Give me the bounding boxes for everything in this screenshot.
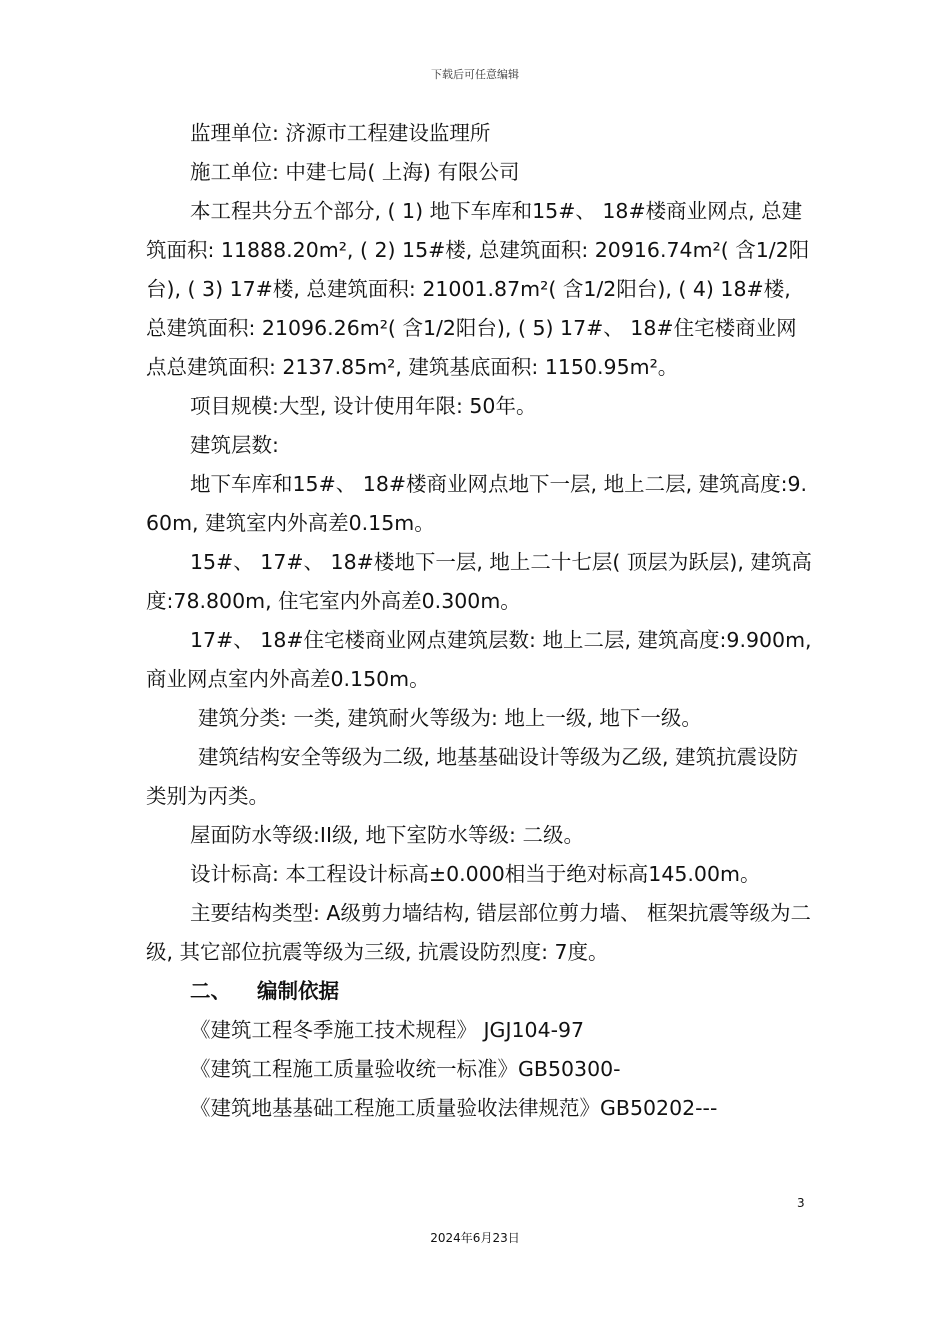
paragraph-elevation: 设计标高: 本工程设计标高±0.000相当于绝对标高145.00m。 — [190, 862, 761, 886]
page-header: 下载后可任意编辑 — [431, 68, 519, 81]
reference-item: 《建筑地基基础工程施工质量验收法律规范》GB50202--- — [190, 1096, 718, 1120]
paragraph-garage-floors: 地下车库和15#、 18#楼商业网点地下一层, 地上二层, 建筑高度:9.60m, 建筑室内外高差0.15m。 — [146, 472, 808, 535]
page-number: 3 — [797, 1196, 805, 1210]
paragraph-floors-title: 建筑层数: — [190, 433, 279, 457]
reference-item: 《建筑工程冬季施工技术规程》 JGJ104-97 — [190, 1018, 585, 1042]
section-heading — [146, 972, 812, 1011]
section-number: 二、 — [190, 979, 231, 1003]
section-title: 编制依据 — [257, 979, 339, 1003]
paragraph-contractor: 施工单位: 中建七局( 上海) 有限公司 — [190, 160, 520, 184]
paragraph-structure-type: 主要结构类型: A级剪力墙结构, 错层部位剪力墙、 框架抗震等级为二级, 其它部位抗震等级为三级, 抗震设防烈度: 7度。 — [146, 901, 811, 964]
paragraph-commercial-floors: 17#、 18#住宅楼商业网点建筑层数: 地上二层, 建筑高度:9.900m, 商业网点室内外高差0.150m。 — [146, 628, 812, 691]
document-body — [146, 114, 812, 1128]
paragraph-structure-safety: 建筑结构安全等级为二级, 地基基础设计等级为乙级, 建筑抗震设防类别为丙类。 — [146, 745, 799, 808]
page-footer-date: 2024年6月23日 — [430, 1231, 520, 1245]
paragraph-waterproof: 屋面防水等级:II级, 地下室防水等级: 二级。 — [190, 823, 584, 847]
paragraph-project-parts: 本工程共分五个部分, ( 1) 地下车库和15#、 18#楼商业网点, 总建筑面积: 11888.20m², ( 2) 15#楼, 总建筑面积: 20916.74m²( 含1/2阳台), ( 3) 17#楼, 总建筑面积: 21001.87m²( 含1/2阳台), ( 4) 18#楼, 总建筑面积: 21096.26m²( 含1/2阳台), ( 5) 17#、 18#住宅楼商业网点总建筑面积: 2137.85m², 建筑基底面积: 1150.95m²。 — [146, 199, 810, 379]
paragraph-classification: 建筑分类: 一类, 建筑耐火等级为: 地上一级, 地下一级。 — [198, 706, 702, 730]
paragraph-supervisor: 监理单位: 济源市工程建设监理所 — [190, 121, 491, 145]
paragraph-scale: 项目规模:大型, 设计使用年限: 50年。 — [190, 394, 537, 418]
paragraph-tower-floors: 15#、 17#、 18#楼地下一层, 地上二十七层( 顶层为跃层), 建筑高度:78.800m, 住宅室内外高差0.300m。 — [146, 550, 812, 613]
reference-item: 《建筑工程施工质量验收统一标准》GB50300- — [190, 1057, 621, 1081]
